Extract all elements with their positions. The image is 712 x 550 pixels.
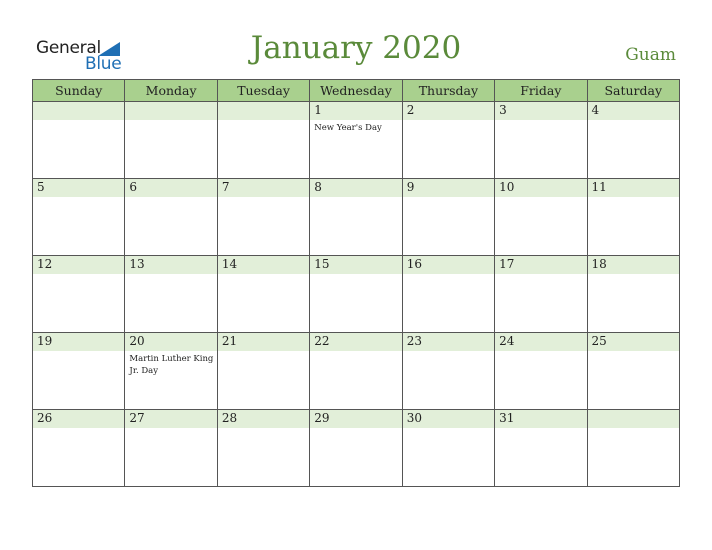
day-cell: [588, 102, 679, 178]
day-number: 16: [406, 257, 422, 271]
day-cell: [310, 256, 402, 332]
holiday-label: New Year's Day: [314, 123, 382, 133]
day-cell: [588, 333, 679, 409]
day-cell: [403, 333, 495, 409]
day-number: 19: [37, 334, 53, 348]
day-header-band: [218, 102, 309, 120]
day-number: 27: [129, 411, 145, 425]
week-row: [33, 102, 679, 179]
weekday-header-row: [33, 80, 679, 102]
day-cell: [33, 102, 125, 178]
day-cell: [495, 333, 587, 409]
weekday-thursday: Thursday: [403, 80, 495, 101]
day-cell: [218, 102, 310, 178]
day-number: 25: [591, 334, 607, 348]
day-number: 1: [314, 103, 322, 117]
day-number: 4: [591, 103, 600, 117]
day-cell: [33, 410, 125, 487]
week-row: [33, 256, 679, 333]
region-label: Guam: [625, 45, 676, 65]
day-number: 3: [499, 103, 507, 117]
day-number: 11: [591, 180, 607, 194]
day-cell: [588, 410, 679, 487]
day-header-band: [218, 179, 309, 197]
weekday-sunday: Sunday: [33, 80, 125, 101]
day-header-band: [125, 179, 216, 197]
calendar-grid: [32, 79, 680, 487]
day-header-band: [125, 102, 216, 120]
day-cell: [310, 333, 402, 409]
day-number: 9: [406, 180, 415, 194]
day-number: 21: [221, 334, 238, 348]
day-cell: [588, 256, 679, 332]
day-cell: [218, 410, 310, 487]
day-header-band: [495, 102, 586, 120]
day-number: 13: [129, 257, 145, 271]
day-header-band: [310, 179, 401, 197]
weekday-wednesday: Wednesday: [310, 80, 402, 101]
day-header-band: [588, 410, 679, 428]
day-cell: [33, 333, 125, 409]
day-number: 18: [591, 257, 607, 271]
day-cell: [403, 410, 495, 487]
day-number: 5: [37, 180, 45, 194]
day-cell: [33, 179, 125, 255]
day-cell: [218, 256, 310, 332]
day-number: 2: [406, 103, 415, 117]
day-cell: [310, 410, 402, 487]
day-header-band: [33, 102, 124, 120]
day-cell: [403, 256, 495, 332]
day-header-band: [33, 179, 124, 197]
day-number: 24: [499, 334, 515, 348]
day-number: 12: [37, 257, 53, 271]
day-cell: [403, 179, 495, 255]
weekday-saturday: Saturday: [604, 83, 663, 98]
day-cell: [588, 179, 679, 255]
day-cell: [125, 102, 217, 178]
day-cell: [495, 102, 587, 178]
day-cell: [310, 179, 402, 255]
holiday-label: Martin Luther King Jr. Day: [129, 354, 214, 376]
day-number: 10: [499, 180, 515, 194]
day-cell: [125, 333, 217, 409]
day-cell: [310, 102, 402, 178]
day-cell: [218, 179, 310, 255]
day-number: 8: [314, 180, 322, 194]
day-header-band: [403, 102, 494, 120]
day-number: 7: [221, 180, 230, 194]
calendar-title: January 2020: [250, 30, 462, 66]
logo-text-general: General: [36, 38, 101, 58]
week-row: [33, 410, 679, 487]
day-header-band: [403, 179, 494, 197]
day-number: 30: [406, 411, 422, 425]
week-row: [33, 179, 679, 256]
day-number: 31: [499, 411, 515, 425]
day-number: 29: [314, 411, 330, 425]
day-number: 26: [37, 411, 53, 425]
day-header-band: [588, 102, 679, 120]
day-number: 17: [499, 257, 515, 271]
day-cell: [495, 410, 587, 487]
day-number: 23: [406, 334, 422, 348]
day-number: 14: [221, 257, 238, 271]
day-cell: [33, 256, 125, 332]
day-number: 15: [314, 257, 330, 271]
weekday-friday: Friday: [495, 80, 587, 101]
day-number: 20: [129, 334, 145, 348]
day-cell: [125, 256, 217, 332]
weekday-monday: Monday: [125, 80, 217, 101]
week-row: [33, 333, 679, 410]
day-cell: [495, 256, 587, 332]
day-cell: [218, 333, 310, 409]
day-header-band: [310, 102, 401, 120]
day-number: 6: [129, 180, 138, 194]
day-cell: [125, 179, 217, 255]
day-cell: [495, 179, 587, 255]
day-cell: [403, 102, 495, 178]
day-cell: [125, 410, 217, 487]
day-number: 22: [314, 334, 330, 348]
logo-text-blue: Blue: [85, 54, 122, 74]
weekday-tuesday: Tuesday: [218, 80, 310, 101]
day-number: 28: [221, 411, 238, 425]
